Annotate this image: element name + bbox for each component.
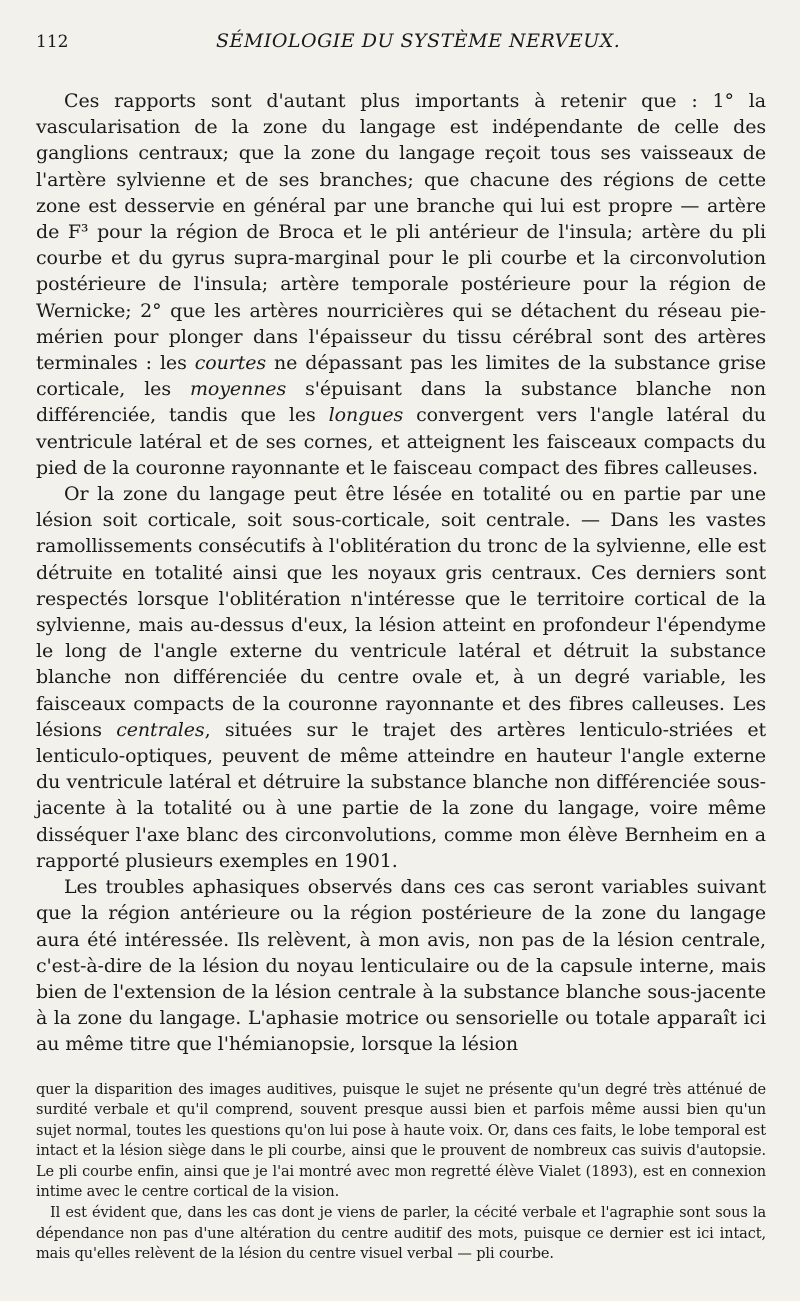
p1-italic-moyennes: moyennes: [190, 378, 287, 401]
p1-text-c: s'épuisant dans la substance blanche non différenciée, tandis que les: [36, 378, 766, 427]
paragraph-1: [36, 88, 766, 481]
paragraph-2: [36, 481, 766, 874]
footnote-continuation: quer la disparition des images auditives, puisque le sujet ne présente qu'un degré très atténué de surdité verbale et qu'il comprend, souvent presque aussi bien et parfois même aussi bien qu'un sujet normal, toutes les questions qu'on lui pose à haute voix. Or, dans ces faits, le lobe temporal est intact et la lésion siège dans le pli courbe, ainsi que le prouvent de nombreux cas suivis d'autopsie. Le pli courbe enfin, ainsi que je l'ai montré avec mon regretté élève Vialet (1893), est en connexion intime avec le centre cortical de la vision.: [36, 1081, 766, 1201]
main-text: [36, 88, 766, 1058]
p1-italic-longues: longues: [328, 404, 404, 427]
running-title: SÉMIOLOGIE DU SYSTÈME NERVEUX.: [216, 30, 621, 52]
footnotes: [36, 1080, 766, 1265]
footnote-paragraph: Il est évident que, dans les cas dont je viens de parler, la cécité verbale et l'agraphie sont sous la dépendance non pas d'une altération du centre auditif des mots, puisque ce dernier est ici intact, mais qu'elles relèvent de la lésion du centre visuel verbal — pli courbe.: [36, 1205, 766, 1263]
page-number: 112: [36, 32, 69, 52]
paragraph-3: Les troubles aphasiques observés dans ces cas seront variables suivant que la région antérieure ou la région postérieure de la zone du langage aura été intéressée. Ils relèvent, à mon avis, non pas de la lésion centrale, c'est-à-dire de la lésion du noyau lenticulaire ou de la capsule interne, mais bien de l'extension de la lésion centrale à la substance blanche sous-jacente à la zone du langage. L'aphasie motrice ou sensorielle ou totale apparaît ici au même titre que l'hémianopsie, lorsque la lésion: [36, 876, 766, 1056]
page-header: [36, 30, 766, 60]
p1-text-b: ne dépassant pas les limites de la substance grise corticale, les: [36, 352, 766, 401]
p1-italic-courtes: courtes: [194, 352, 267, 375]
p2-text-a: Or la zone du langage peut être lésée en totalité ou en partie par une lésion soit corticale, soit sous-corticale, soit centrale. — Dans les vastes ramollissements consécutifs à l'oblitération du tronc de la sylvienne, elle est détruite en totalité ainsi que les noyaux gris centraux. Ces derniers sont respectés lorsque l'oblitération n'intéresse que le territoire cortical de la sylvienne, mais au-dessus d'eux, la lésion atteint en profondeur l'épendyme le long de l'angle externe du ventricule latéral et détruit la substance blanche non différenciée du centre ovale et, à un degré variable, les faisceaux compacts de la couronne rayonnante et des fibres calleuses. Les lésions: [36, 483, 766, 741]
p2-text-b: , situées sur le trajet des artères lenticulo-striées et lenticulo-optiques, peuvent de même atteindre en hauteur l'angle externe du ventricule latéral et détruire la substance blanche non différenciée sous-jacente à la totalité ou à une partie de la zone du langage, voire même disséquer l'axe blanc des circonvolutions, comme mon élève Bernheim en a rapporté plusieurs exemples en 1901.: [36, 718, 766, 872]
p1-text-a: Ces rapports sont d'autant plus importants à retenir que : 1° la vascularisation de la zone du langage est indépendante de celle des ganglions centraux; que la zone du langage reçoit tous ses vaisseaux de l'artère sylvienne et de ses branches; que chacune des régions de cette zone est desservie en général par une branche qui lui est propre — artère de F³ pour la région de Broca et le pli antérieur de l'insula; artère du pli courbe et du gyrus supra-marginal pour le pli courbe et la circonvolution postérieure de l'insula; artère temporale postérieure pour la région de Wernicke; 2° que les artères nourricières qui se détachent du réseau pie-mérien pour plonger dans l'épaisseur du tissu cérébral sont des artères terminales : les: [36, 90, 766, 375]
p2-italic-centrales: centrales: [116, 718, 205, 741]
p1-text-d: convergent vers l'angle latéral du ventricule latéral et de ses cornes, et atteignent les faisceaux compacts du pied de la couronne rayonnante et le faisceau compact des fibres calleuses.: [36, 404, 766, 479]
